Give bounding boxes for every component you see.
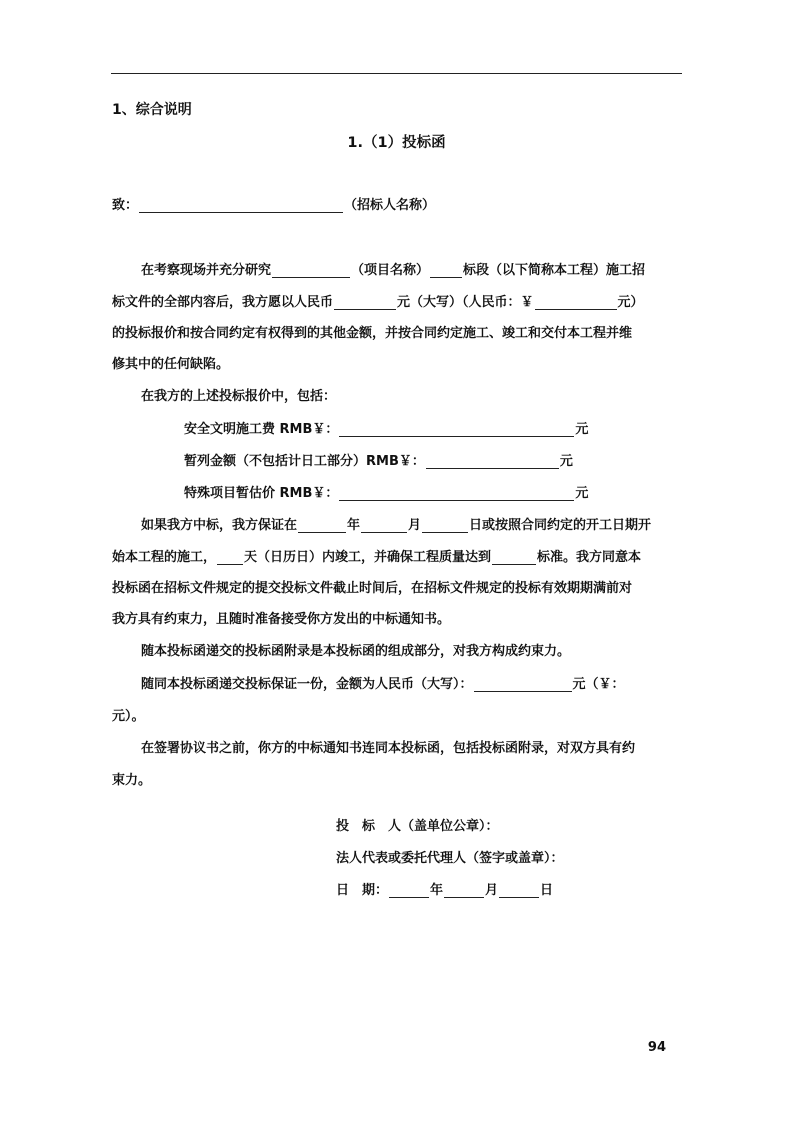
sign-year-blank[interactable] <box>389 883 429 898</box>
section-blank[interactable] <box>430 263 462 278</box>
representative-line: 法人代表或委托代理人（签字或盖章）： <box>336 851 564 866</box>
item-safety-label: 安全文明施工费 RMB￥： <box>184 422 339 437</box>
start-day-blank[interactable] <box>422 518 468 533</box>
amount-figure-blank[interactable] <box>535 295 617 310</box>
amount-words-blank[interactable] <box>334 295 396 310</box>
p5-text-b: 元（￥： <box>572 677 625 692</box>
p3-line2 <box>112 546 641 565</box>
item-special-label: 特殊项目暂估价 RMB￥： <box>184 486 339 501</box>
p1-text-a: 在考察现场并充分研究 <box>141 263 272 278</box>
p1-line2 <box>112 291 644 310</box>
p1-text-f: 元） <box>617 295 644 310</box>
provisional-sum-blank[interactable] <box>426 454 559 469</box>
p3-text-d: 天（日历日）内竣工，并确保工程质量达到 <box>244 550 492 565</box>
p3-text-c: 始本工程的施工， <box>112 550 217 565</box>
project-name-blank[interactable] <box>272 263 350 278</box>
to-label: 致： <box>112 198 139 213</box>
p3-line3: 投标函在招标文件规定的提交投标文件截止时间后，在招标文件规定的投标有效期期满前对 <box>112 581 633 596</box>
p3-month: 月 <box>408 518 422 533</box>
tenderer-name-blank[interactable] <box>139 198 343 213</box>
sign-day: 日 <box>540 883 554 898</box>
sign-year: 年 <box>430 883 444 898</box>
sign-day-blank[interactable] <box>499 883 539 898</box>
p1-line4: 修其中的任何缺陷。 <box>112 357 230 372</box>
p6-line2: 束力。 <box>112 773 152 788</box>
start-year-blank[interactable] <box>298 518 346 533</box>
p5-line2: 元）。 <box>112 709 145 724</box>
p3-text-a: 如果我方中标，我方保证在 <box>141 518 298 533</box>
p1-line1 <box>141 259 645 278</box>
p1-line3: 的投标报价和按合同约定有权得到的其他金额，并按合同约定施工、竣工和交付本工程并维 <box>112 326 633 341</box>
p3-line1 <box>141 514 651 533</box>
item-special-unit: 元 <box>575 486 589 501</box>
item-provisional <box>184 450 573 469</box>
safety-fee-blank[interactable] <box>339 422 574 437</box>
p3-year: 年 <box>347 518 361 533</box>
special-item-blank[interactable] <box>339 486 574 501</box>
p4-line: 随本投标函递交的投标函附录是本投标函的组成部分，对我方构成约束力。 <box>141 644 571 659</box>
p1-text-d: 标文件的全部内容后，我方愿以人民币 <box>112 295 334 310</box>
item-provisional-unit: 元 <box>559 454 573 469</box>
header-rule <box>111 73 682 74</box>
item-special <box>184 482 588 501</box>
p2-line: 在我方的上述投标报价中，包括： <box>141 389 337 404</box>
date-label: 日 期： <box>336 883 389 898</box>
to-suffix: （招标人名称） <box>344 198 436 213</box>
p1-text-e: 元（大写）（人民币：￥ <box>397 295 534 310</box>
quality-standard-blank[interactable] <box>492 550 536 565</box>
p5-text-a: 随同本投标函递交投标保证一份，金额为人民币（大写）： <box>141 677 473 692</box>
p3-line4: 我方具有约束力，且随时准备接受你方发出的中标通知书。 <box>112 612 451 627</box>
item-provisional-label: 暂列金额（不包括计日工部分）RMB￥： <box>184 454 425 469</box>
item-safety-unit: 元 <box>575 422 589 437</box>
p5-line1 <box>141 673 625 692</box>
item-safety <box>184 418 588 437</box>
section-heading: 1、综合说明 <box>112 102 192 118</box>
bidder-seal-line: 投 标 人（盖单位公章）： <box>336 819 499 834</box>
bond-amount-words-blank[interactable] <box>474 677 572 692</box>
p3-text-b: 日或按照合同约定的开工日期开 <box>469 518 652 533</box>
p6-line1: 在签署协议书之前，你方的中标通知书连同本投标函，包括投标函附录，对双方具有约 <box>141 741 636 756</box>
days-blank[interactable] <box>217 550 243 565</box>
sign-month-blank[interactable] <box>444 883 484 898</box>
p1-text-c: 标段（以下简称本工程）施工招 <box>463 263 646 278</box>
addressee-line <box>112 194 435 213</box>
date-line <box>336 879 553 898</box>
sign-month: 月 <box>485 883 499 898</box>
document-title: 1.（1）投标函 <box>347 135 446 151</box>
start-month-blank[interactable] <box>361 518 407 533</box>
page-number: 94 <box>647 1040 666 1055</box>
p1-text-b: （项目名称） <box>351 263 430 278</box>
p3-text-e: 标准。我方同意本 <box>537 550 642 565</box>
